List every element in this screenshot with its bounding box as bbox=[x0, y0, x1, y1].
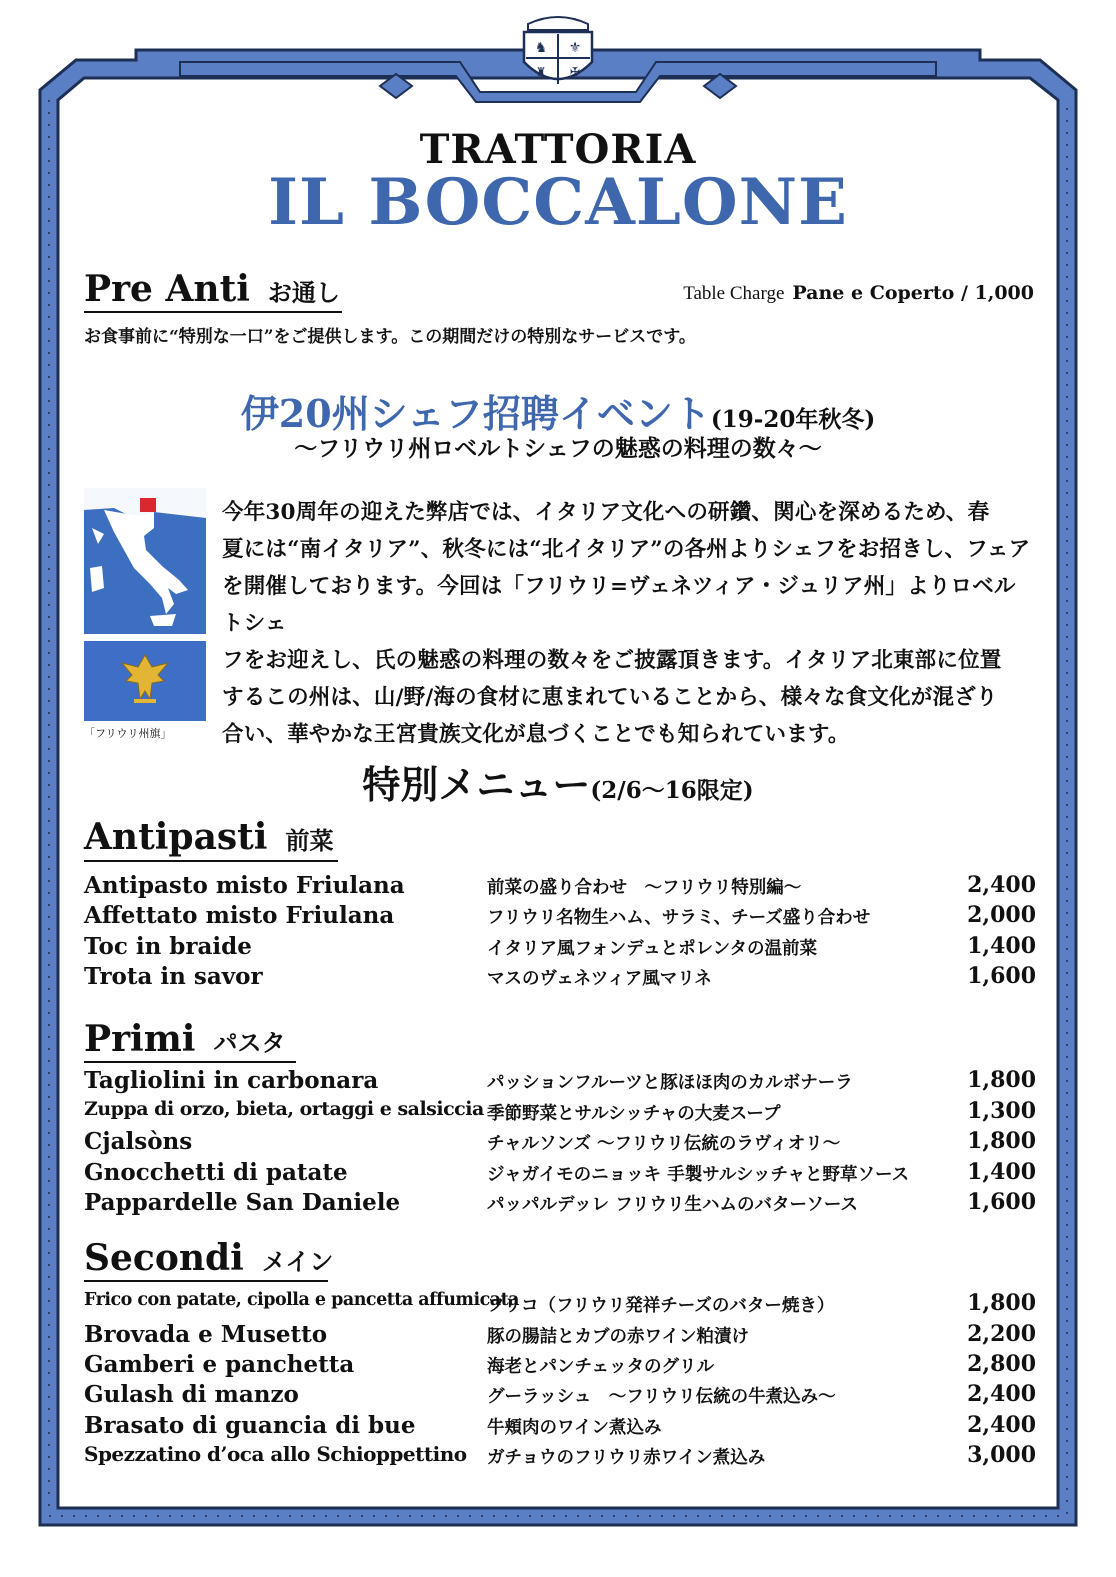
item-name: Brovada e Musetto bbox=[84, 1321, 328, 1348]
item-description: マスのヴェネツィア風マリネ bbox=[487, 969, 712, 989]
item-price: 2,200 bbox=[967, 1321, 1036, 1347]
item-name: Spezzatino d’oca allo Schioppettino bbox=[84, 1442, 467, 1466]
item-price: 1,400 bbox=[967, 933, 1036, 959]
item-name: Gnocchetti di patate bbox=[84, 1159, 348, 1186]
section-title: Primi bbox=[84, 1018, 196, 1060]
menu-item bbox=[84, 872, 1036, 902]
menu-item bbox=[84, 1159, 1036, 1189]
table-charge bbox=[683, 282, 1034, 305]
restaurant-name: IL BOCCALONE bbox=[268, 165, 848, 240]
item-description: パッションフルーツと豚ほほ肉のカルボナーラ bbox=[487, 1073, 853, 1093]
item-description: イタリア風フォンデュとポレンタの温前菜 bbox=[487, 939, 817, 959]
item-name: Gulash di manzo bbox=[84, 1381, 299, 1408]
item-description: グーラッシュ 〜フリウリ伝統の牛煮込み〜 bbox=[487, 1387, 836, 1407]
svg-text:♞: ♞ bbox=[534, 40, 548, 56]
menu-item bbox=[84, 963, 1036, 993]
item-name: Zuppa di orzo, bieta, ortaggi e salsiccia bbox=[84, 1098, 484, 1120]
description-line: するこの州は、山/野/海の食材に恵まれていることから、様々な食文化が混ざり bbox=[222, 685, 998, 710]
section-underline bbox=[84, 1061, 296, 1063]
item-description: ガチョウのフリウリ赤ワイン煮込み bbox=[487, 1448, 766, 1468]
section-underline bbox=[84, 860, 338, 862]
menu-item bbox=[84, 902, 1036, 932]
item-description: 前菜の盛り合わせ 〜フリウリ特別編〜 bbox=[487, 878, 802, 898]
menu-item bbox=[84, 1442, 1036, 1472]
item-price: 1,800 bbox=[967, 1067, 1036, 1093]
item-name: Toc in braide bbox=[84, 933, 252, 960]
special-menu-title-main: 特別メニュー bbox=[362, 762, 591, 807]
item-description: 海老とパンチェッタのグリル bbox=[487, 1357, 714, 1377]
item-name: Trota in savor bbox=[84, 963, 263, 990]
section-title-jp: 前菜 bbox=[285, 826, 334, 855]
item-price: 1,400 bbox=[967, 1159, 1036, 1185]
item-price: 2,400 bbox=[967, 872, 1036, 898]
menu-item bbox=[84, 1381, 1036, 1411]
event-subtitle: 〜フリウリ州ロベルトシェフの魅惑の料理の数々〜 bbox=[294, 435, 822, 462]
section-underline bbox=[84, 311, 342, 313]
section-heading-primi bbox=[84, 1018, 285, 1060]
special-menu-title bbox=[0, 754, 1116, 809]
item-description: ジャガイモのニョッキ 手製サルシッチャと野草ソース bbox=[487, 1165, 910, 1185]
item-price: 1,300 bbox=[967, 1098, 1036, 1124]
menu-item bbox=[84, 1290, 1036, 1320]
pre-anti-intro: お食事前に“特別な一口”をご提供します。この期間だけの特別なサービスです。 bbox=[84, 327, 696, 347]
section-title: Pre Anti bbox=[84, 268, 250, 310]
table-charge-value: Pane e Coperto / 1,000 bbox=[792, 282, 1034, 304]
italy-map-image bbox=[84, 488, 206, 634]
description-line: フをお迎えし、氏の魅惑の料理の数々をご披露頂きます。イタリア北東部に位置 bbox=[222, 648, 1002, 673]
flag-caption: 「フリウリ州旗」 bbox=[84, 727, 172, 740]
menu-item bbox=[84, 1412, 1036, 1442]
item-price: 3,000 bbox=[967, 1442, 1036, 1468]
item-price: 1,600 bbox=[967, 963, 1036, 989]
item-name: Frico con patate, cipolla e pancetta affumicata bbox=[84, 1290, 520, 1310]
item-price: 2,800 bbox=[967, 1351, 1036, 1377]
item-price: 2,400 bbox=[967, 1412, 1036, 1438]
event-title-main: 伊20州シェフ招聘イベント bbox=[240, 391, 711, 436]
item-price: 2,000 bbox=[967, 902, 1036, 928]
section-heading-secondi bbox=[84, 1237, 333, 1279]
item-description: 牛頬肉のワイン煮込み bbox=[487, 1418, 662, 1438]
item-name: Brasato di guancia di bue bbox=[84, 1412, 416, 1439]
item-name: Antipasto misto Friulana bbox=[84, 872, 405, 899]
table-charge-label: Table Charge bbox=[683, 283, 785, 304]
item-price: 1,800 bbox=[967, 1128, 1036, 1154]
svg-text:⚜: ⚜ bbox=[568, 40, 582, 56]
section-title-jp: メイン bbox=[261, 1247, 334, 1276]
special-menu-note: (2/6〜16限定) bbox=[590, 777, 754, 804]
svg-text:✠: ✠ bbox=[569, 65, 581, 79]
description-line: 今年30周年の迎えた弊店では、イタリア文化への研鑽、関心を深めるため、春 bbox=[222, 500, 990, 525]
section-heading-antipasti bbox=[84, 816, 333, 858]
item-name: Tagliolini in carbonara bbox=[84, 1067, 379, 1094]
section-title: Antipasti bbox=[84, 816, 268, 858]
item-price: 1,600 bbox=[967, 1189, 1036, 1215]
item-description: 季節野菜とサルシッチャの大麦スープ bbox=[487, 1104, 781, 1124]
item-name: Cjalsòns bbox=[84, 1128, 193, 1155]
item-price: 1,800 bbox=[967, 1290, 1036, 1316]
section-title-jp: お通し bbox=[267, 278, 340, 307]
item-name: Affettato misto Friulana bbox=[84, 902, 395, 929]
item-name: Pappardelle San Daniele bbox=[84, 1189, 401, 1216]
menu-item bbox=[84, 1128, 1036, 1158]
item-description: 豚の腸詰とカブの赤ワイン粕漬け bbox=[487, 1327, 749, 1347]
menu-item bbox=[84, 1189, 1036, 1219]
menu-item bbox=[84, 1067, 1036, 1097]
description-line: を開催しております。今回は「フリウリ=ヴェネツィア・ジュリア州」よりロベルトシェ bbox=[222, 574, 1016, 636]
section-title: Secondi bbox=[84, 1237, 244, 1279]
menu-item bbox=[84, 933, 1036, 963]
section-title-jp: パスタ bbox=[213, 1028, 286, 1057]
description-line: 夏には“南イタリア”、秋冬には“北イタリア”の各州よりシェフをお招きし、フェア bbox=[222, 537, 1031, 562]
restaurant-pretitle: TRATTORIA bbox=[419, 126, 697, 173]
svg-text:♜: ♜ bbox=[535, 65, 547, 79]
menu-item bbox=[84, 1321, 1036, 1351]
item-price: 2,400 bbox=[967, 1381, 1036, 1407]
item-description: パッパルデッレ フリウリ生ハムのバターソース bbox=[487, 1195, 858, 1215]
item-description: チャルソンズ 〜フリウリ伝統のラヴィオリ〜 bbox=[487, 1134, 841, 1154]
item-description: フリコ（フリウリ発祥チーズのバター焼き） bbox=[487, 1296, 835, 1316]
event-title-note: (19-20年秋冬) bbox=[710, 406, 876, 433]
friuli-flag-image bbox=[84, 641, 206, 721]
event-description bbox=[222, 494, 1032, 753]
menu-item bbox=[84, 1098, 1036, 1128]
item-description: フリウリ名物生ハム、サラミ、チーズ盛り合わせ bbox=[487, 908, 871, 928]
section-underline bbox=[84, 1280, 328, 1282]
description-line: 合い、華やかな王宮貴族文化が息づくことでも知られています。 bbox=[222, 722, 850, 747]
section-heading-pre-anti bbox=[84, 268, 340, 310]
item-name: Gamberi e panchetta bbox=[84, 1351, 355, 1378]
menu-item bbox=[84, 1351, 1036, 1381]
